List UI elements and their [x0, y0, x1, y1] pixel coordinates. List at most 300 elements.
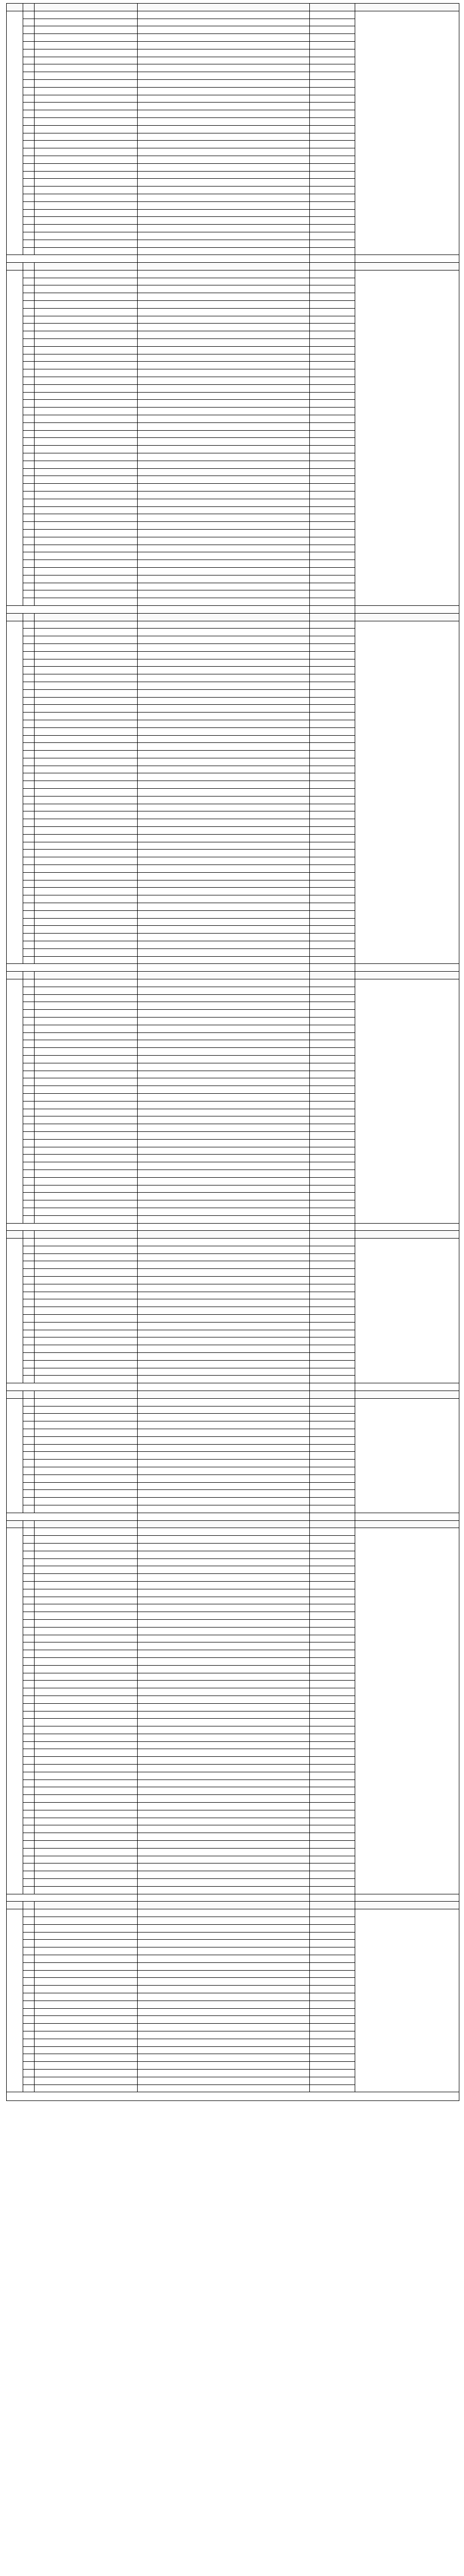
col-name-header	[35, 1902, 138, 1909]
row-name	[35, 1299, 138, 1307]
row-name	[35, 1566, 138, 1574]
row-name	[35, 1657, 138, 1665]
row-index	[23, 537, 35, 545]
row-index	[23, 1025, 35, 1032]
row-address	[138, 95, 310, 103]
row-address	[138, 1673, 310, 1681]
col-index-header	[23, 1231, 35, 1239]
subtotal-row	[7, 1223, 459, 1231]
row-index	[23, 1292, 35, 1299]
row-count	[310, 2039, 355, 2046]
row-index	[23, 1139, 35, 1147]
row-count	[310, 1886, 355, 1894]
row-index	[23, 1978, 35, 1986]
row-address	[138, 1170, 310, 1177]
district-label	[7, 11, 23, 255]
row-count	[310, 2069, 355, 2077]
row-name	[35, 1993, 138, 2001]
row-name	[35, 727, 138, 735]
row-count	[310, 994, 355, 1002]
row-index	[23, 1833, 35, 1841]
row-index	[23, 209, 35, 217]
row-index	[23, 1558, 35, 1566]
row-index	[23, 1315, 35, 1323]
row-index	[23, 1574, 35, 1582]
row-address	[138, 1101, 310, 1109]
row-address	[138, 819, 310, 827]
row-address	[138, 1986, 310, 1993]
row-index	[23, 979, 35, 987]
row-name	[35, 697, 138, 705]
row-name	[35, 1924, 138, 1932]
row-name	[35, 72, 138, 80]
row-name	[35, 1124, 138, 1132]
row-index	[23, 1307, 35, 1315]
row-address	[138, 743, 310, 751]
row-address	[138, 49, 310, 57]
subtotal-blank	[7, 605, 138, 613]
row-address	[138, 537, 310, 545]
row-count	[310, 1109, 355, 1116]
row-name	[35, 941, 138, 949]
row-count	[310, 26, 355, 34]
row-address	[138, 384, 310, 392]
row-count	[310, 758, 355, 766]
row-address	[138, 2031, 310, 2039]
col-count-header	[310, 972, 355, 979]
row-count	[310, 1139, 355, 1147]
col-name-header	[35, 1520, 138, 1528]
row-name	[35, 1414, 138, 1421]
row-count	[310, 1086, 355, 1094]
row-name	[35, 506, 138, 514]
row-name	[35, 1833, 138, 1841]
row-address	[138, 804, 310, 811]
row-index	[23, 796, 35, 804]
row-name	[35, 560, 138, 568]
row-name	[35, 979, 138, 987]
row-count	[310, 1360, 355, 1368]
row-address	[138, 1841, 310, 1849]
row-name	[35, 1467, 138, 1475]
row-index	[23, 1147, 35, 1155]
row-index	[23, 1604, 35, 1612]
col-count-header	[310, 1391, 355, 1399]
col-count-header	[310, 1902, 355, 1909]
row-name	[35, 461, 138, 468]
row-name	[35, 1177, 138, 1185]
row-name	[35, 1871, 138, 1879]
row-name	[35, 1436, 138, 1444]
row-name	[35, 651, 138, 659]
row-index	[23, 1071, 35, 1078]
row-index	[23, 590, 35, 598]
row-count	[310, 926, 355, 934]
row-name	[35, 400, 138, 408]
subtotal-label	[138, 605, 310, 613]
subtotal-value	[310, 1223, 355, 1231]
row-count	[310, 41, 355, 49]
row-count	[310, 1429, 355, 1437]
row-index	[23, 2077, 35, 2084]
row-count	[310, 819, 355, 827]
row-count	[310, 1947, 355, 1955]
table-row	[7, 1239, 459, 1246]
row-address	[138, 422, 310, 430]
row-address	[138, 1063, 310, 1071]
row-index	[23, 415, 35, 423]
row-address	[138, 103, 310, 110]
row-address	[138, 1947, 310, 1955]
row-index	[23, 529, 35, 537]
row-address	[138, 1566, 310, 1574]
row-index	[23, 1322, 35, 1330]
subtotal-row	[7, 964, 459, 972]
row-address	[138, 1978, 310, 1986]
row-address	[138, 1116, 310, 1124]
col-name-header	[35, 1231, 138, 1239]
row-index	[23, 1277, 35, 1284]
row-index	[23, 1726, 35, 1734]
row-count	[310, 705, 355, 713]
row-index	[23, 19, 35, 26]
row-name	[35, 552, 138, 560]
row-count	[310, 979, 355, 987]
row-name	[35, 79, 138, 87]
row-name	[35, 751, 138, 758]
row-index	[23, 324, 35, 331]
row-count	[310, 293, 355, 301]
subtotal-row	[7, 255, 459, 263]
row-count	[310, 1193, 355, 1200]
row-index	[23, 1612, 35, 1620]
row-index	[23, 552, 35, 560]
row-count	[310, 187, 355, 194]
row-count	[310, 1642, 355, 1650]
row-name	[35, 689, 138, 697]
row-count	[310, 1253, 355, 1261]
row-count	[310, 1696, 355, 1703]
row-count	[310, 2084, 355, 2092]
row-count	[310, 156, 355, 163]
row-count	[310, 1993, 355, 2001]
row-count	[310, 125, 355, 133]
row-address	[138, 1940, 310, 1947]
row-index	[23, 1368, 35, 1376]
row-index	[23, 1543, 35, 1551]
row-index	[23, 1825, 35, 1833]
row-address	[138, 1253, 310, 1261]
row-count	[310, 1765, 355, 1772]
row-index	[23, 2008, 35, 2016]
row-index	[23, 1856, 35, 1863]
row-count	[310, 1650, 355, 1658]
row-index	[23, 1765, 35, 1772]
row-name	[35, 1315, 138, 1323]
row-address	[138, 590, 310, 598]
row-count	[310, 713, 355, 720]
row-index	[23, 506, 35, 514]
row-name	[35, 910, 138, 918]
row-address	[138, 1803, 310, 1810]
row-name	[35, 2016, 138, 2024]
row-name	[35, 590, 138, 598]
row-index	[23, 621, 35, 629]
row-address	[138, 697, 310, 705]
row-address	[138, 1139, 310, 1147]
row-name	[35, 408, 138, 415]
subtotal-label	[138, 1513, 310, 1520]
row-name	[35, 1368, 138, 1376]
row-count	[310, 270, 355, 278]
col-address-header	[138, 4, 310, 11]
row-index	[23, 1261, 35, 1269]
row-address	[138, 225, 310, 232]
row-index	[23, 827, 35, 835]
row-index	[23, 179, 35, 187]
row-count	[310, 316, 355, 324]
row-address	[138, 1543, 310, 1551]
row-index	[23, 956, 35, 964]
section-header-row	[7, 1520, 459, 1528]
row-address	[138, 1482, 310, 1490]
row-count	[310, 903, 355, 911]
row-address	[138, 438, 310, 446]
row-index	[23, 492, 35, 499]
row-address	[138, 1246, 310, 1253]
row-index	[23, 2031, 35, 2039]
row-address	[138, 1635, 310, 1642]
row-address	[138, 476, 310, 484]
row-address	[138, 1460, 310, 1467]
col-name-header	[35, 613, 138, 621]
row-address	[138, 1863, 310, 1871]
row-name	[35, 987, 138, 994]
row-index	[23, 1101, 35, 1109]
row-address	[138, 1498, 310, 1505]
row-address	[138, 26, 310, 34]
row-count	[310, 1185, 355, 1193]
row-address	[138, 2077, 310, 2084]
row-index	[23, 453, 35, 461]
row-count	[310, 1536, 355, 1544]
row-count	[310, 552, 355, 560]
row-name	[35, 1063, 138, 1071]
row-name	[35, 1444, 138, 1452]
col-count-header	[310, 1231, 355, 1239]
row-count	[310, 2054, 355, 2062]
row-count	[310, 1719, 355, 1726]
row-index	[23, 1330, 35, 1337]
row-address	[138, 187, 310, 194]
row-address	[138, 735, 310, 743]
row-name	[35, 1116, 138, 1124]
row-count	[310, 583, 355, 590]
row-address	[138, 1025, 310, 1032]
row-index	[23, 461, 35, 468]
row-name	[35, 1841, 138, 1849]
row-address	[138, 979, 310, 987]
row-address	[138, 529, 310, 537]
row-name	[35, 446, 138, 453]
col-name-header	[35, 1391, 138, 1399]
col-address-header	[138, 1520, 310, 1528]
row-address	[138, 148, 310, 156]
row-count	[310, 1924, 355, 1932]
row-name	[35, 201, 138, 209]
row-index	[23, 1460, 35, 1467]
row-index	[23, 560, 35, 568]
row-address	[138, 1833, 310, 1841]
row-index	[23, 941, 35, 949]
row-count	[310, 72, 355, 80]
row-name	[35, 857, 138, 865]
opening-hours	[355, 621, 459, 964]
subtotal-blank	[7, 1513, 138, 1520]
row-count	[310, 148, 355, 156]
row-index	[23, 1498, 35, 1505]
row-name	[35, 545, 138, 552]
row-name	[35, 1681, 138, 1688]
row-address	[138, 430, 310, 438]
row-name	[35, 1093, 138, 1101]
row-name	[35, 842, 138, 850]
row-index	[23, 1863, 35, 1871]
row-name	[35, 26, 138, 34]
row-address	[138, 888, 310, 895]
subtotal-value	[310, 1513, 355, 1520]
subtotal-blank	[355, 605, 459, 613]
row-index	[23, 1757, 35, 1765]
row-index	[23, 354, 35, 362]
row-count	[310, 636, 355, 644]
col-name-header	[35, 263, 138, 270]
col-count-header	[310, 613, 355, 621]
row-name	[35, 667, 138, 674]
row-address	[138, 643, 310, 651]
row-address	[138, 674, 310, 682]
row-index	[23, 125, 35, 133]
row-name	[35, 1825, 138, 1833]
row-index	[23, 1528, 35, 1536]
row-index	[23, 872, 35, 880]
row-count	[310, 232, 355, 240]
row-count	[310, 308, 355, 316]
row-count	[310, 117, 355, 125]
row-index	[23, 1711, 35, 1719]
row-address	[138, 1909, 310, 1917]
row-address	[138, 270, 310, 278]
row-count	[310, 689, 355, 697]
row-count	[310, 522, 355, 530]
col-hours-header	[355, 1391, 459, 1399]
row-index	[23, 2024, 35, 2031]
row-index	[23, 171, 35, 179]
row-name	[35, 1635, 138, 1642]
row-index	[23, 751, 35, 758]
row-address	[138, 667, 310, 674]
row-name	[35, 2084, 138, 2092]
row-address	[138, 1162, 310, 1170]
row-name	[35, 240, 138, 247]
row-index	[23, 26, 35, 34]
subtotal-blank	[7, 255, 138, 263]
row-address	[138, 1665, 310, 1673]
row-index	[23, 72, 35, 80]
row-index	[23, 811, 35, 819]
row-name	[35, 796, 138, 804]
row-count	[310, 95, 355, 103]
row-count	[310, 446, 355, 453]
row-name	[35, 1604, 138, 1612]
row-address	[138, 773, 310, 781]
row-address	[138, 415, 310, 423]
row-address	[138, 1719, 310, 1726]
row-index	[23, 103, 35, 110]
row-count	[310, 1879, 355, 1887]
row-index	[23, 225, 35, 232]
section-header-row	[7, 1902, 459, 1909]
row-address	[138, 560, 310, 568]
row-name	[35, 636, 138, 644]
row-index	[23, 1909, 35, 1917]
row-index	[23, 1772, 35, 1780]
row-name	[35, 1025, 138, 1032]
row-address	[138, 1467, 310, 1475]
row-address	[138, 629, 310, 636]
row-count	[310, 369, 355, 377]
row-count	[310, 1368, 355, 1376]
row-index	[23, 301, 35, 309]
row-index	[23, 1940, 35, 1947]
row-name	[35, 1002, 138, 1010]
total-label	[7, 2092, 459, 2101]
row-name	[35, 522, 138, 530]
row-index	[23, 781, 35, 789]
row-address	[138, 987, 310, 994]
row-name	[35, 194, 138, 201]
row-address	[138, 1048, 310, 1056]
row-name	[35, 888, 138, 895]
row-index	[23, 682, 35, 689]
row-count	[310, 1239, 355, 1246]
section-header-row	[7, 613, 459, 621]
row-index	[23, 1871, 35, 1879]
row-count	[310, 87, 355, 95]
row-address	[138, 1932, 310, 1940]
row-name	[35, 567, 138, 575]
row-address	[138, 934, 310, 941]
row-count	[310, 1071, 355, 1078]
row-count	[310, 163, 355, 171]
row-count	[310, 1093, 355, 1101]
row-name	[35, 781, 138, 789]
row-count	[310, 941, 355, 949]
row-index	[23, 1398, 35, 1406]
row-address	[138, 834, 310, 842]
row-name	[35, 1253, 138, 1261]
subtotal-label	[138, 964, 310, 972]
row-count	[310, 1040, 355, 1048]
row-name	[35, 1795, 138, 1803]
row-address	[138, 827, 310, 835]
row-index	[23, 156, 35, 163]
row-index	[23, 1696, 35, 1703]
row-address	[138, 1642, 310, 1650]
row-index	[23, 1619, 35, 1627]
row-address	[138, 1322, 310, 1330]
row-count	[310, 659, 355, 667]
